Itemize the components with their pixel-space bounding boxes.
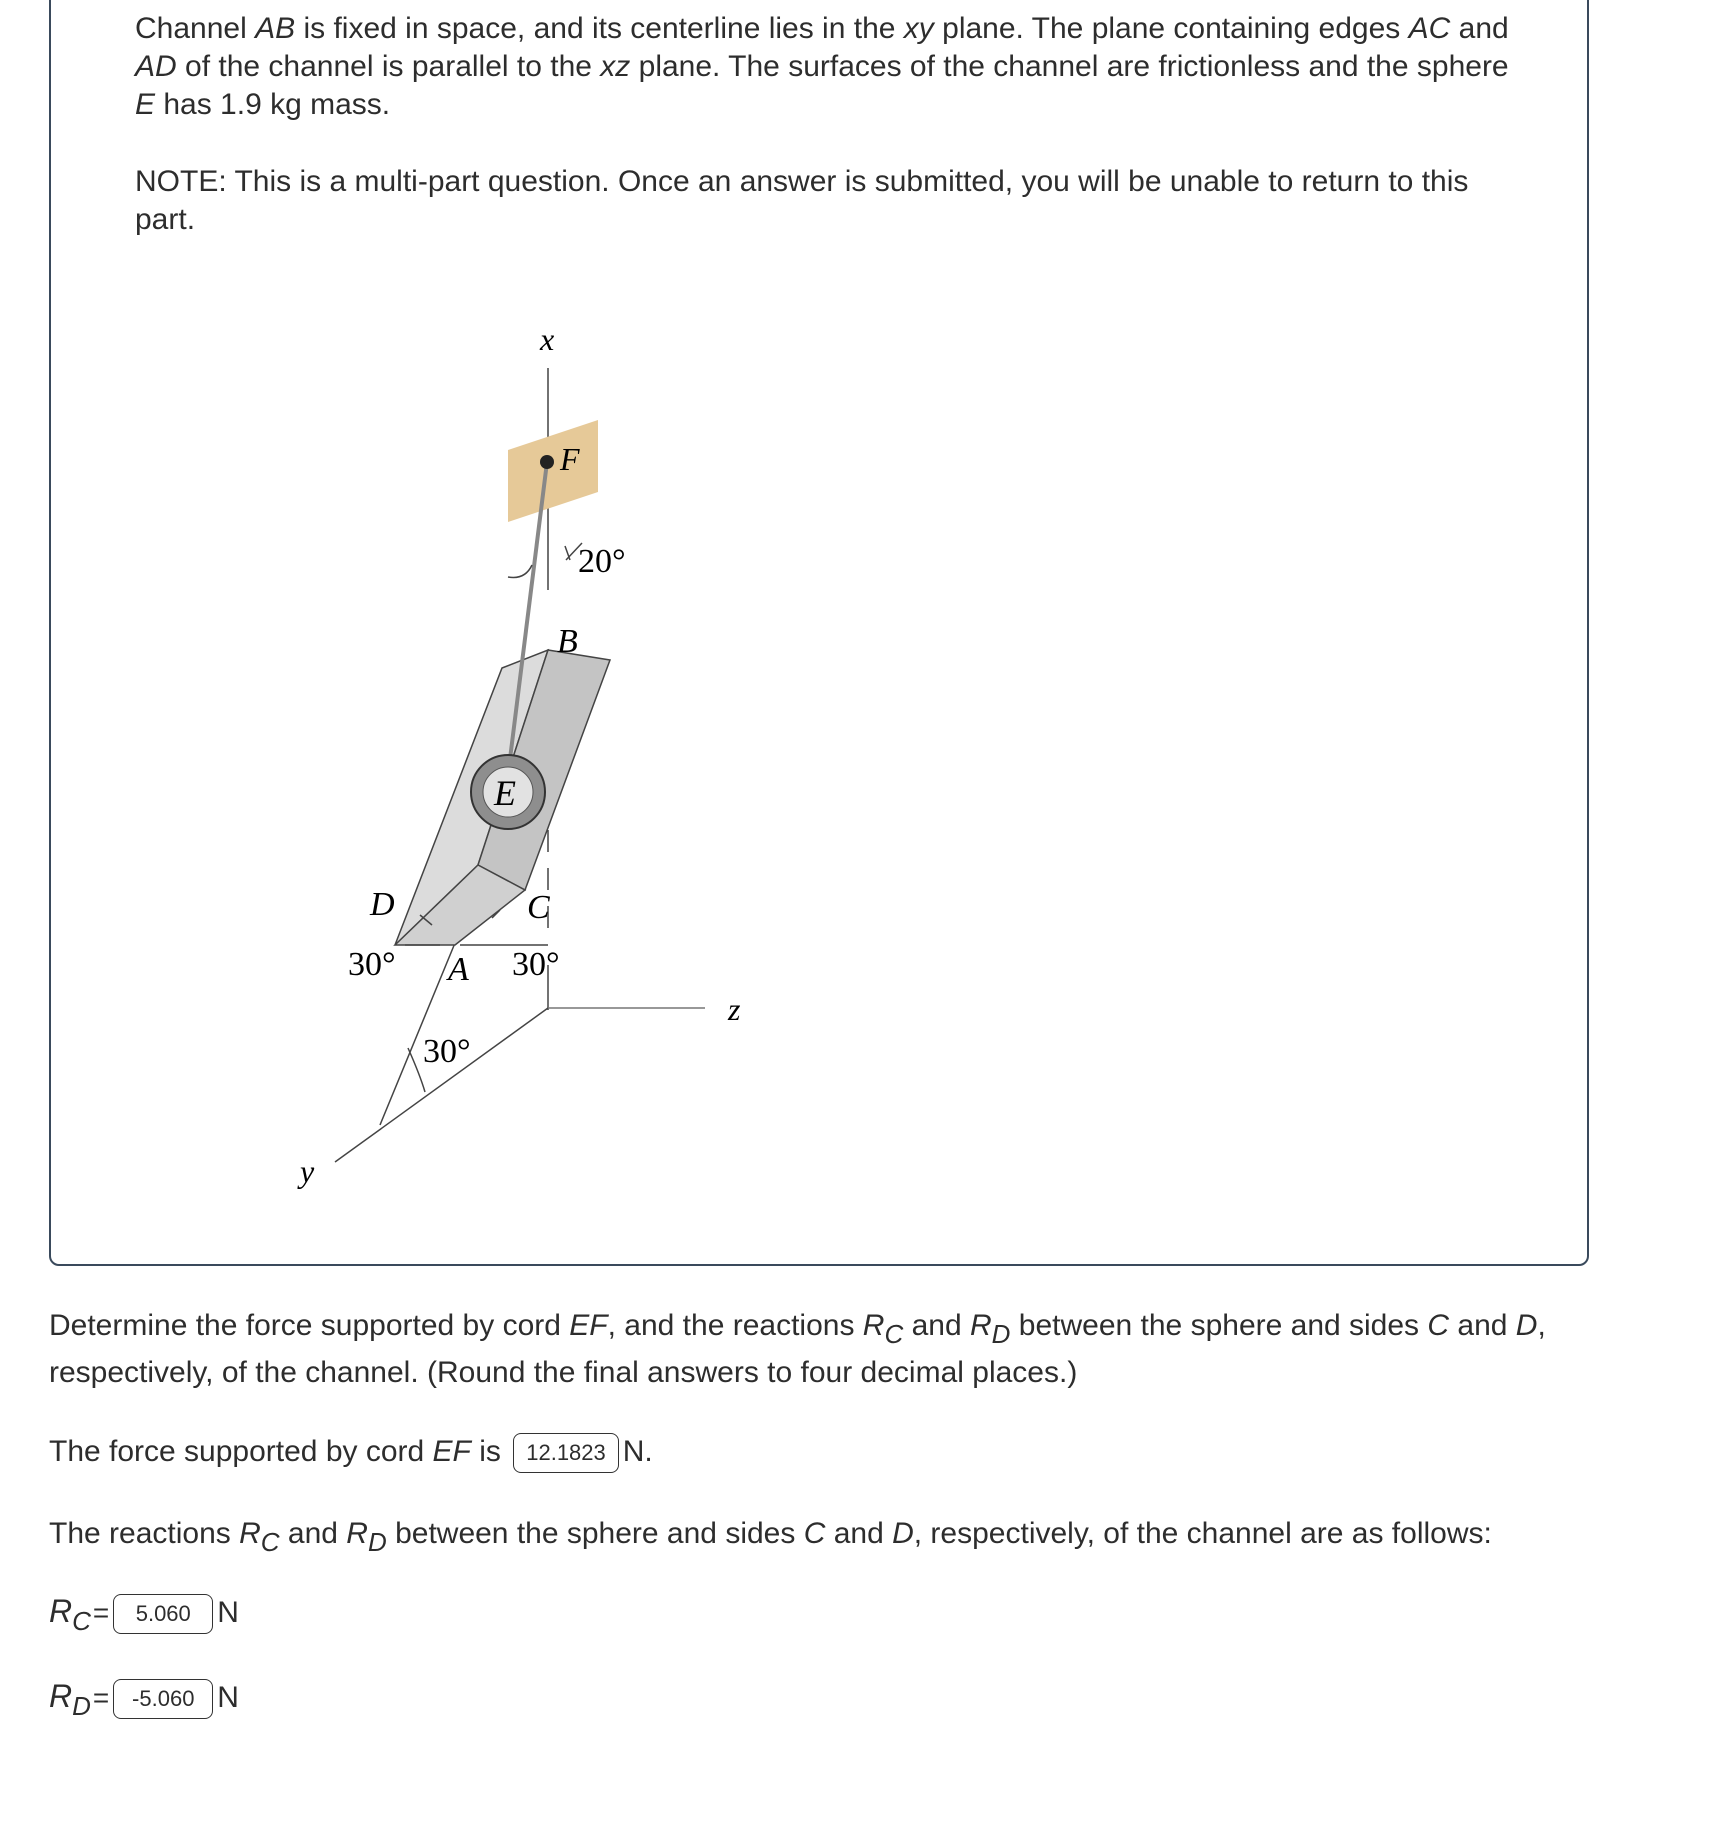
rd-unit: N [217,1681,239,1714]
rc-label: R [49,1593,73,1629]
problem-statement: Channel AB is fixed in space, and its centerline lies in the xy plane. The plane containing edges AC and AD of the channel is parallel to the xz plane. The surfaces of the channel are frictionless and the sphere E has 1.9 kg mass. [135,12,1509,121]
axis-z-label: z [728,991,741,1027]
angle-30-right: 30° [512,946,560,983]
force-line: The force supported by cord EF is 12.1823 N. [49,1428,1689,1475]
note-text: NOTE: This is a multi-part question. Once an answer is submitted, you will be unable to return to this part. [135,165,1469,236]
label-f: F [560,441,580,477]
label-a: A [448,951,469,988]
rd-label: R [49,1678,73,1714]
rd-answer-field[interactable]: -5.060 [113,1679,213,1719]
rc-unit: N [217,1596,239,1629]
rd-answer-row: $R_D= -5.060$ N [49,1678,239,1721]
axis-y-label: y [300,1153,315,1189]
angle-30-bottom: 30° [423,1033,471,1070]
wall-support [508,420,598,522]
label-d: D [370,886,395,923]
label-c: C [527,889,550,926]
rc-answer-field[interactable]: 5.060 [113,1594,213,1634]
rc-answer-row: $R_C= 5.060$ N [49,1593,239,1636]
question-text: Determine the force supported by cord EF, and the reactions $R_C$ and $R_D$ between the sphere and sides C and D, respectively, of the channel. (Round the final answers to four decimal places.) [49,1309,1546,1389]
label-e: E [494,773,516,813]
axis-x-label: x [540,321,555,357]
point-f-dot [540,455,554,469]
force-ef-answer-field[interactable]: 12.1823 [513,1433,619,1473]
angle-20: 20° [578,543,626,580]
angle-30-left: 30° [348,946,396,983]
y-axis-line [335,1008,548,1162]
label-b: B [557,623,578,660]
reactions-line: The reactions $R_C$ and $R_D$ between the sphere and sides C and D, respectively, of the channel are as follows: [49,1517,1492,1557]
